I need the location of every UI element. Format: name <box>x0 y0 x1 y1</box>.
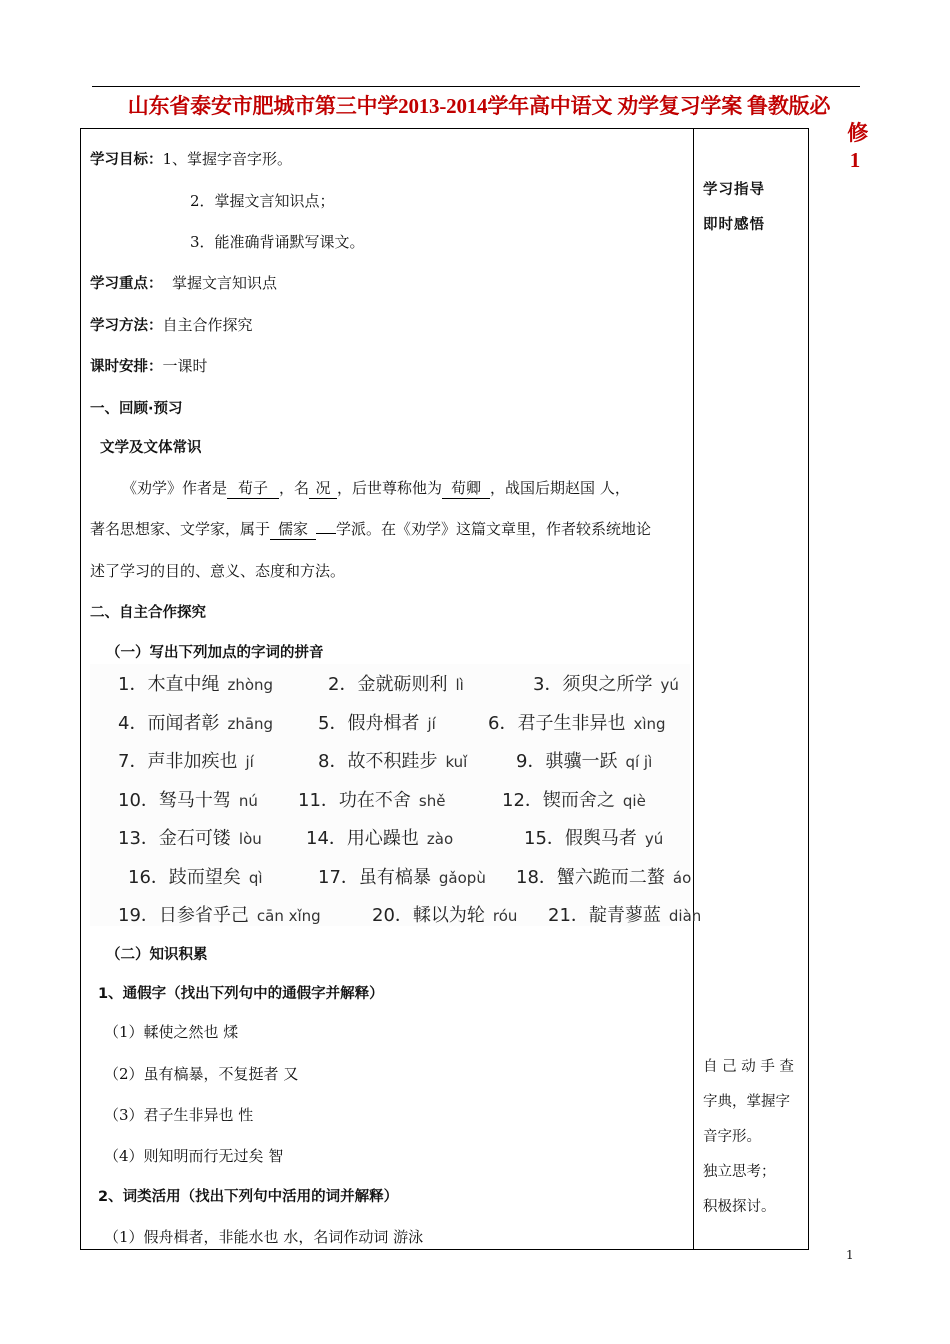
pinyin-item <box>298 786 445 812</box>
pinyin-answer: zào <box>426 830 454 848</box>
knowledge-subheading: （二）知识积累 <box>106 947 208 963</box>
pinyin-item <box>548 901 701 927</box>
pinyin-answer: róu <box>492 907 518 925</box>
header-rule <box>92 86 860 87</box>
goal-3: 3．能准确背诵默写课文。 <box>190 233 365 251</box>
word-class-item-1: （1）假舟楫者，非能水也 水，名词作动词 游泳 <box>104 1228 424 1246</box>
pinyin-answer: jí <box>427 714 436 733</box>
literature-paragraph-line-1: 《劝学》作者是 荀子 ，名 况 ，后世尊称他为 荀卿 ，战国后期赵国 人， <box>122 479 630 497</box>
pinyin-item <box>118 901 321 927</box>
sidebar-note <box>703 1050 803 1225</box>
pinyin-item <box>516 747 652 773</box>
pinyin-word: 18．蟹六跪而二螯 <box>516 866 665 888</box>
pinyin-item <box>516 863 691 889</box>
schedule-label: 课时安排： <box>90 359 163 375</box>
answer-honorific: 荀卿 <box>442 477 490 499</box>
pinyin-word: 20．輮以为轮 <box>372 905 485 926</box>
answer-name: 况 <box>309 477 337 499</box>
section-2-heading: 二、自主合作探究 <box>90 605 206 621</box>
pinyin-answer: cān xǐng <box>256 907 321 925</box>
pinyin-word: 9．骐骥一跃 <box>516 751 618 772</box>
sidebar-note-line-2: 字典，掌握字 <box>703 1094 790 1110</box>
pinyin-word: 6．君子生非异也 <box>488 712 626 734</box>
pinyin-item <box>118 709 273 735</box>
pinyin-answer: áo <box>672 868 692 887</box>
pinyin-word: 5．假舟楫者 <box>318 712 420 734</box>
pinyin-word: 4．而闻者彰 <box>118 712 220 734</box>
pinyin-word: 7．声非加疾也 <box>118 751 238 772</box>
pinyin-item <box>118 670 273 696</box>
title-line-3: 1 <box>849 148 860 172</box>
table-divider <box>693 128 694 1250</box>
pinyin-answer: diàn <box>668 907 702 925</box>
tongjia-item-2: （2）虽有槁暴，不复挺者 又 <box>104 1065 299 1083</box>
page-number: 1 <box>846 1248 854 1262</box>
goal-1: 1、掌握字音字形。 <box>162 150 293 168</box>
pinyin-item <box>128 863 263 889</box>
pinyin-answer: jí <box>245 753 254 771</box>
tongjia-heading: 1、通假字（找出下列句中的通假字并解释） <box>98 986 384 1002</box>
pinyin-answer: zhāng <box>227 714 274 733</box>
sidebar-reflection-heading: 即时感悟 <box>703 217 765 233</box>
pinyin-item <box>318 709 436 735</box>
title-line-2: 修 <box>847 121 868 145</box>
method-row <box>90 314 253 335</box>
pinyin-item <box>524 824 663 850</box>
answer-author: 荀子 <box>227 477 279 499</box>
pinyin-answer: lì <box>455 676 464 694</box>
tongjia-item-1: （1）輮使之然也 煣 <box>104 1023 239 1041</box>
pinyin-answer: lòu <box>238 830 262 848</box>
pinyin-word: 3．须臾之所学 <box>533 674 653 695</box>
word-class-heading: 2、词类活用（找出下列句中活用的词并解释） <box>98 1189 399 1205</box>
title-line-1: 山东省泰安市肥城市第三中学2013-2014学年高中语文 劝学复习学案 鲁教版必 <box>127 94 831 118</box>
pinyin-item <box>372 901 517 927</box>
method-label: 学习方法： <box>90 318 163 334</box>
pinyin-answer: shě <box>418 791 446 810</box>
pinyin-answer: qiè <box>622 791 646 810</box>
pinyin-subheading: （一）写出下列加点的字词的拼音 <box>106 645 324 661</box>
pinyin-word: 17．虽有槁暴 <box>318 866 431 888</box>
blank-line <box>316 533 336 534</box>
pinyin-item <box>488 709 666 735</box>
pinyin-word: 12．锲而舍之 <box>502 789 615 811</box>
schedule-row <box>90 355 208 376</box>
pinyin-item <box>318 863 486 889</box>
pinyin-item <box>533 670 679 696</box>
pinyin-item <box>328 670 464 696</box>
pinyin-answer: xìng <box>633 714 666 733</box>
tongjia-item-4: （4）则知明而行无过矣 智 <box>104 1147 284 1165</box>
goal-2: 2．掌握文言知识点； <box>190 192 335 210</box>
tongjia-item-3: （3）君子生非异也 性 <box>104 1106 254 1124</box>
focus-text: 掌握文言知识点 <box>172 274 278 292</box>
pinyin-answer: qì <box>248 868 263 887</box>
pinyin-word: 16．跂而望矣 <box>128 866 241 888</box>
pinyin-answer: yú <box>644 830 664 848</box>
goals-label: 学习目标： <box>90 152 163 168</box>
pinyin-item <box>306 824 453 850</box>
pinyin-answer: qí jì <box>625 753 653 771</box>
pinyin-item <box>118 824 262 850</box>
pinyin-item <box>118 786 258 812</box>
pinyin-item <box>318 747 467 773</box>
schedule-text: 一课时 <box>162 357 208 375</box>
focus-row <box>90 272 277 293</box>
pinyin-word: 21．靛青蓼蓝 <box>548 905 661 926</box>
sidebar-note-line-4: 独立思考； <box>703 1164 776 1180</box>
literature-paragraph-line-3: 述了学习的目的、意义、态度和方法。 <box>90 562 346 580</box>
pinyin-word: 15．假舆马者 <box>524 828 637 849</box>
pinyin-word: 10．驽马十驾 <box>118 789 231 811</box>
pinyin-answer: zhòng <box>227 676 274 694</box>
literature-paragraph-line-2: 著名思想家、文学家，属于 儒家 学派。在《劝学》这篇文章里，作者较系统地论 <box>90 520 652 538</box>
focus-label: 学习重点： <box>90 276 163 292</box>
pinyin-item <box>118 747 254 773</box>
answer-school: 儒家 <box>270 518 316 540</box>
pinyin-word: 11．功在不舍 <box>298 789 411 811</box>
sidebar-note-line-3: 音字形。 <box>703 1129 761 1145</box>
pinyin-item <box>502 786 646 812</box>
pinyin-answer: yú <box>660 676 679 694</box>
goals-row <box>90 148 292 169</box>
sidebar-note-line-5: 积极探讨。 <box>703 1199 776 1215</box>
sidebar-note-line-1: 自 己 动 手 查 <box>703 1059 794 1075</box>
pinyin-answer: gǎopù <box>438 868 486 887</box>
pinyin-answer: nú <box>238 791 258 810</box>
pinyin-word: 2．金就砺则利 <box>328 674 448 695</box>
section-1-heading: 一、回顾·预习 <box>90 401 183 417</box>
pinyin-word: 1．木直中绳 <box>118 674 220 695</box>
section-1-subheading: 文学及文体常识 <box>100 440 202 456</box>
method-text: 自主合作探究 <box>162 316 253 334</box>
pinyin-word: 14．用心躁也 <box>306 828 419 849</box>
sidebar-guide-heading: 学习指导 <box>703 182 765 198</box>
pinyin-answer: kuǐ <box>445 753 468 771</box>
pinyin-word: 13．金石可镂 <box>118 828 231 849</box>
pinyin-word: 19．日参省乎己 <box>118 905 249 926</box>
pinyin-word: 8．故不积跬步 <box>318 751 438 772</box>
